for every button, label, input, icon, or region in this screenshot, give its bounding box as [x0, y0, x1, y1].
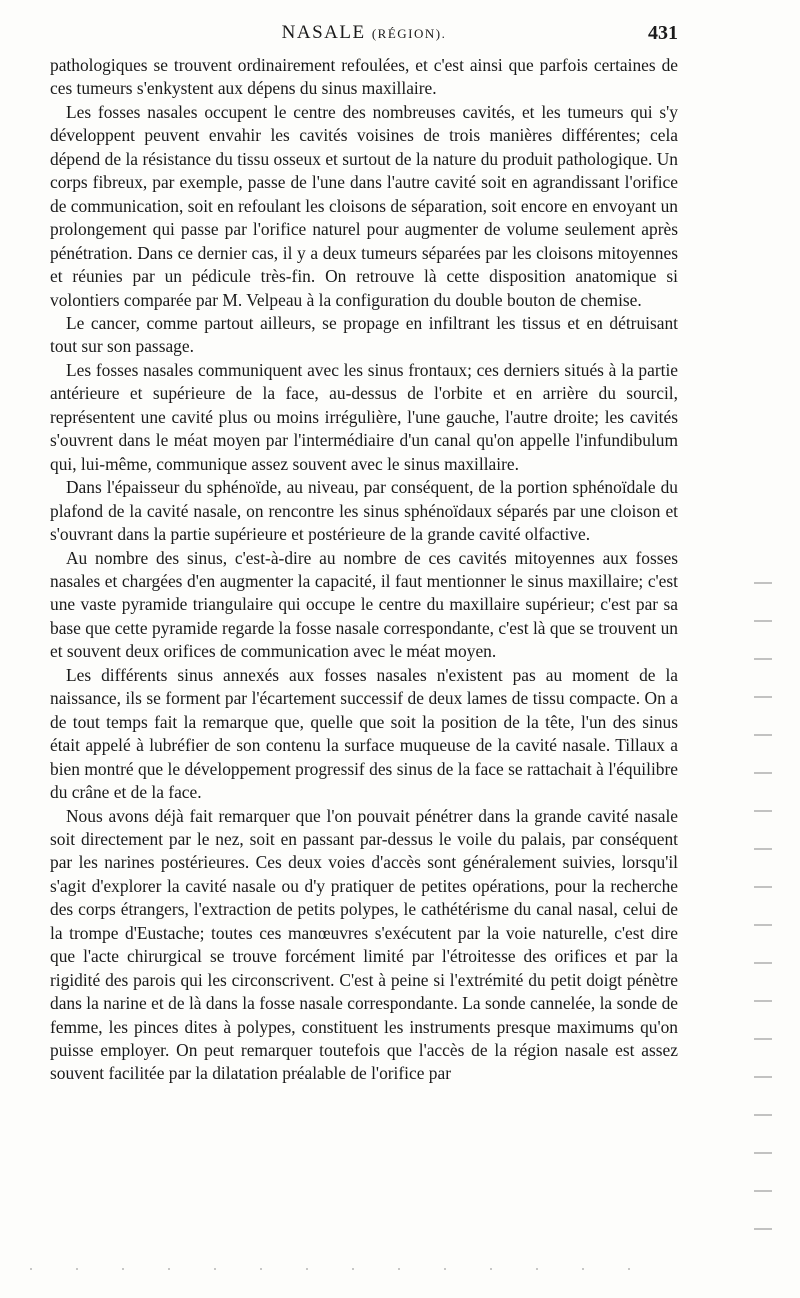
paragraph: Dans l'épaisseur du sphénoïde, au niveau, par conséquent, de la portion sphénoïdale du plafond de la cavité nasale, on rencontre les sinus sphénoïdaux séparés par une cloison et s'ouvrant dans la partie supérieure et postérieure de la grande cavité olfactive. — [50, 477, 678, 545]
paragraph: Au nombre des sinus, c'est-à-dire au nombre de ces cavités mitoyennes aux fosses nasales et chargées d'en augmenter la capacité, il faut mentionner le sinus maxillaire; c'est une vaste pyramide triangulaire qui occupe le centre du maxillaire supérieur; c'est par sa base que cette pyramide regarde la fosse nasale correspondante, c'est là que se trouvent un et souvent deux orifices de communication avec le méat moyen. — [50, 547, 678, 662]
paragraph: Le cancer, comme partout ailleurs, se propage en infiltrant les tissus et en détruisant tout sur son passage. — [50, 312, 678, 357]
running-title-main: NASALE — [281, 22, 366, 43]
body-text — [50, 54, 678, 1086]
running-title — [50, 22, 678, 44]
running-header — [50, 22, 678, 50]
paragraph: Les différents sinus annexés aux fosses nasales n'existent pas au moment de la naissance, ils se forment par l'écartement successif de deux lames de tissu compacte. On a de tout temps fait la remarque que, quelle que soit la position de la tête, l'un des sinus était appelé à lubréfier de son contenu la surface muqueuse de la cavité nasale. Tillaux a bien montré que le développement progressif des sinus de la face se rattachait à l'équilibre du crâne et de la face. — [50, 664, 678, 803]
paragraph: pathologiques se trouvent ordinairement refoulées, et c'est ainsi que parfois certaines de ces tumeurs s'enkystent aux dépens du sinus maxillaire. — [50, 55, 678, 99]
page-number: 431 — [648, 22, 678, 44]
running-title-region: (RÉGION). — [371, 26, 447, 41]
paragraph: Les fosses nasales communiquent avec les sinus frontaux; ces derniers situés à la partie antérieure et supérieure de la face, au-dessus de l'orbite et en arrière du sourcil, représentent une cavité plus ou moins irrégulière, l'une gauche, l'autre droite; les cavités s'ouvrent dans le méat moyen par l'intermédiaire d'un canal qu'on appelle l'infundibulum qui, lui-même, communique assez souvent avec le sinus maxillaire. — [50, 359, 678, 474]
scan-bottom-artifacts — [30, 1268, 650, 1270]
paragraph: Nous avons déjà fait remarquer que l'on pouvait pénétrer dans la grande cavité nasale soit directement par le nez, soit en passant par-dessus le voile du palais, par conséquent par les narines postérieures. Ces deux voies d'accès sont généralement suivies, lorsqu'il s'agit d'explorer la cavité nasale ou d'y pratiquer de petites opérations, pour la recherche des corps étrangers, l'extraction de petits polypes, le cathétérisme du canal nasal, celui de la trompe d'Eustache; toutes ces manœuvres s'exécutent par la voie naturelle, c'est dire que l'acte chirurgical se trouve forcément limité par l'étroitesse des orifices et par la rigidité des parois qui les circonscrivent. C'est à peine si l'extrémité du petit doigt pénètre dans la narine et de là dans la fosse nasale correspondante. La sonde cannelée, la sonde de femme, les pinces dites à polypes, constituent les instruments presque maximums qu'on puisse employer. On peut remarquer toutefois que l'accès de la région nasale est assez souvent facilitée par la dilatation préalable de l'orifice par — [50, 805, 678, 1084]
scan-margin-artifacts — [754, 560, 772, 1260]
paragraph: Les fosses nasales occupent le centre des nombreuses cavités, et les tumeurs qui s'y développent peuvent envahir les cavités voisines de trois manières différentes; cela dépend de la résistance du tissu osseux et surtout de la nature du produit pathologique. Un corps fibreux, par exemple, passe de l'une dans l'autre cavité soit en agrandissant l'orifice de communication, soit en refoulant les cloisons de séparation, soit encore en envoyant un prolongement qui passe par l'orifice naturel pour augmenter de volume seulement après pénétration. Dans ce dernier cas, il y a deux tumeurs séparées par les cloisons mitoyennes et réunies par un pédicule très-fin. On retrouve là cette disposition anatomique si volontiers comparée par M. Velpeau à la configuration du double bouton de chemise. — [50, 101, 678, 310]
